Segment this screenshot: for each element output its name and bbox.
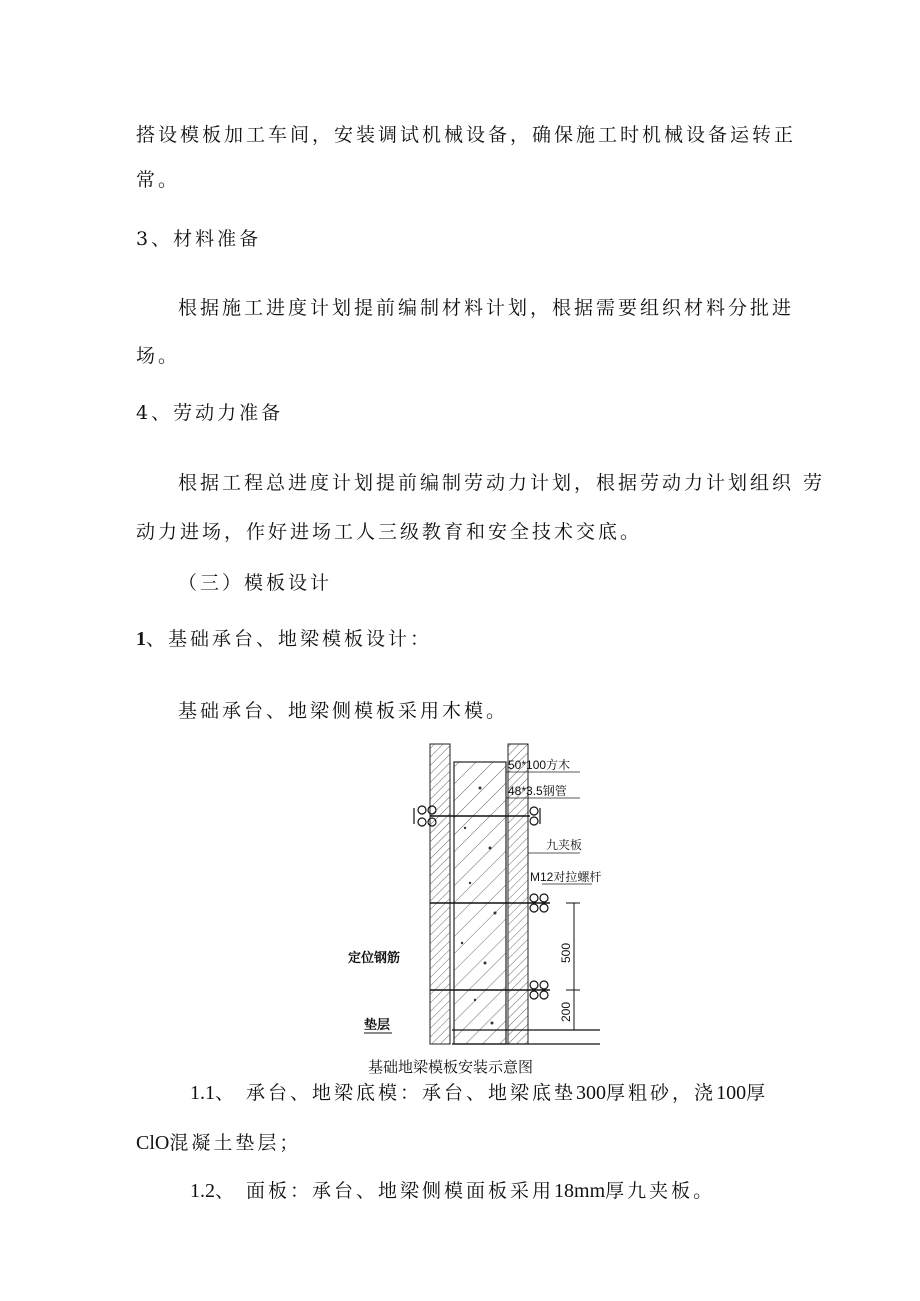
- bolt-clamp-right-top: [530, 807, 540, 825]
- figure-caption: 基础地梁模板安装示意图: [368, 1060, 534, 1076]
- label-positioning-rebar: 定位钢筋: [348, 950, 401, 965]
- item-text: 、 面板：承台、地梁侧模面板采用: [215, 1180, 555, 1202]
- item-text: 、 承台、地梁底模：承台、地梁底垫: [215, 1082, 577, 1104]
- paragraph-line: 基础承台、地梁侧模板采用木模。: [178, 700, 509, 722]
- item-text: 厚九夹板。: [605, 1180, 716, 1202]
- paragraph-line: 场。: [136, 345, 181, 367]
- label-plywood: 九夹板: [546, 838, 583, 852]
- heading-labor: 4、劳动力准备: [136, 402, 284, 424]
- heading-materials: 3、材料准备: [136, 228, 262, 250]
- subheading-foundation: [136, 626, 432, 652]
- dimension-200: 200: [559, 1001, 573, 1022]
- item-1-2: [190, 1178, 715, 1204]
- item-value: 18mm: [554, 1180, 606, 1202]
- left-formwork-board: [430, 744, 450, 1044]
- formwork-diagram: [330, 738, 630, 1050]
- label-cushion: 垫层: [364, 1017, 391, 1032]
- dimension-500: 500: [559, 942, 573, 963]
- subheading-number: 1: [136, 628, 146, 650]
- label-tie-bolt: M12对拉螺杆: [530, 870, 602, 884]
- item-number: 1.1: [190, 1082, 215, 1104]
- paragraph-line: 搭设模板加工车间，安装调试机械设备，确保施工时机械设备运转正: [136, 124, 797, 146]
- paragraph-line: 常。: [136, 169, 181, 191]
- paragraph-line: 动力进场，作好进场工人三级教育和安全技术交底。: [136, 521, 643, 543]
- item-number: 1.2: [190, 1180, 215, 1202]
- item-value: 100: [716, 1082, 747, 1104]
- paragraph-line: 根据施工进度计划提前编制材料计划，根据需要组织材料分批进: [178, 297, 795, 319]
- item-text: 厚: [746, 1082, 769, 1104]
- section-heading: （三）模板设计: [178, 572, 333, 594]
- item-text: 混凝土垫层；: [169, 1132, 302, 1154]
- label-timber: 50*100方木: [508, 758, 571, 772]
- paragraph-line: 根据工程总进度计划提前编制劳动力计划，根据劳动力计划组织 劳: [178, 472, 826, 494]
- item-value: 300: [576, 1082, 607, 1104]
- item-1-1: [190, 1080, 768, 1106]
- subheading-text: 、基础承台、地梁模板设计：: [146, 628, 433, 650]
- item-1-1-line2: [136, 1130, 301, 1156]
- item-text: 厚粗砂，浇: [606, 1082, 717, 1104]
- concrete-grade: ClO: [136, 1132, 170, 1154]
- label-steel-pipe: 48*3.5钢管: [508, 784, 567, 798]
